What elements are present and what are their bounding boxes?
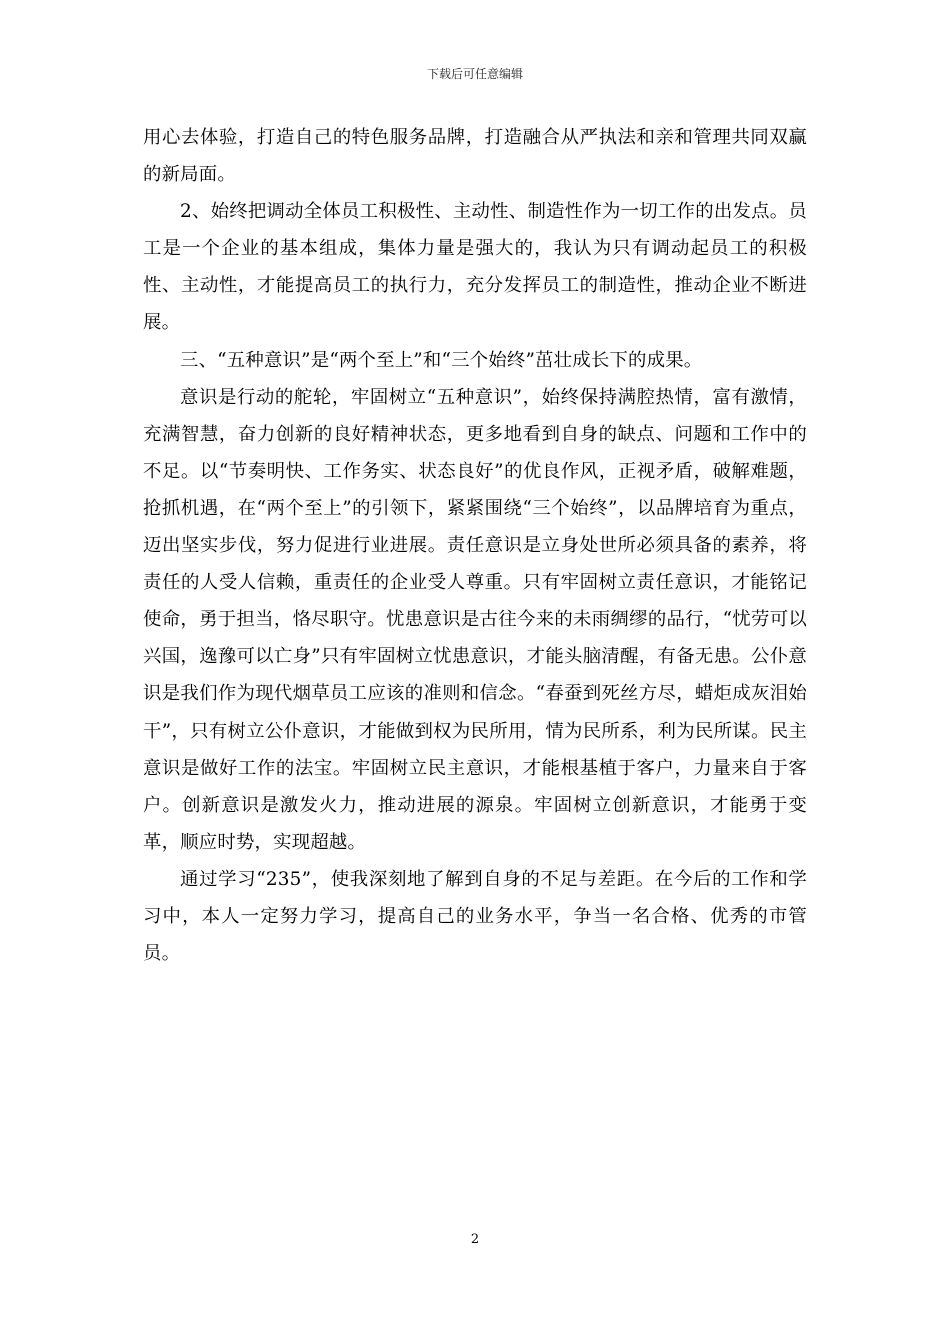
paragraph-conclusion: 通过学习“235”，使我深刻地了解到自身的不足与差距。在今后的工作和学习中，本人一定努力学习，提高自己的业务水平，争当一名合格、优秀的市管员。	[143, 868, 807, 965]
paragraph-point-2: 2、始终把调动全体员工积极性、主动性、制造性作为一切工作的出发点。员工是一个企业的基本组成，集体力量是强大的，我认为只有调动起员工的积极性、主动性，才能提高员工的执行力，充分发挥员工的制造性，推动企业不断进展。	[143, 201, 807, 334]
paragraph-five-awareness: 意识是行动的舵轮，牢固树立“五种意识”，始终保持满腔热情，富有激情，充满智慧，奋力创新的良好精神状态，更多地看到自身的缺点、问题和工作中的不足。以“节奏明快、工作务实、状态良好”的优良作风，正视矛盾，破解难题，抢抓机遇，在“两个至上”的引领下，紧紧围绕“三个始终”，以品牌培育为重点，迈出坚实步伐，努力促进行业进展。责任意识是立身处世所必须具备的素养，将责任的人受人信赖，重责任的企业受人尊重。只有牢固树立责任意识，才能铭记使命，勇于担当，恪尽职守。忧患意识是古往今来的未雨绸缪的品行，“忧劳可以兴国，逸豫可以亡身”只有牢固树立忧患意识，才能头脑清醒，有备无患。公仆意识是我们作为现代烟草员工应该的准则和信念。“春蚕到死丝方尽，蜡炬成灰泪始干”，只有树立公仆意识，才能做到权为民所用，情为民所系，利为民所谋。民主意识是做好工作的法宝。牢固树立民主意识，才能根基植于客户，力量来自于客户。创新意识是激发火力，推动进展的源泉。牢固树立创新意识，才能勇于变革，顺应时势，实现超越。	[143, 386, 807, 853]
section-heading-three: 三、“五种意识”是“两个至上”和“三个始终”茁壮成长下的成果。	[180, 349, 703, 371]
paragraph-continuation: 用心去体验，打造自己的特色服务品牌，打造融合从严执法和亲和管理共同双赢的新局面。	[143, 127, 807, 186]
page-number: 2	[470, 1232, 480, 1247]
document-body	[143, 119, 807, 972]
page-header: 下载后可任意编辑	[426, 67, 523, 81]
